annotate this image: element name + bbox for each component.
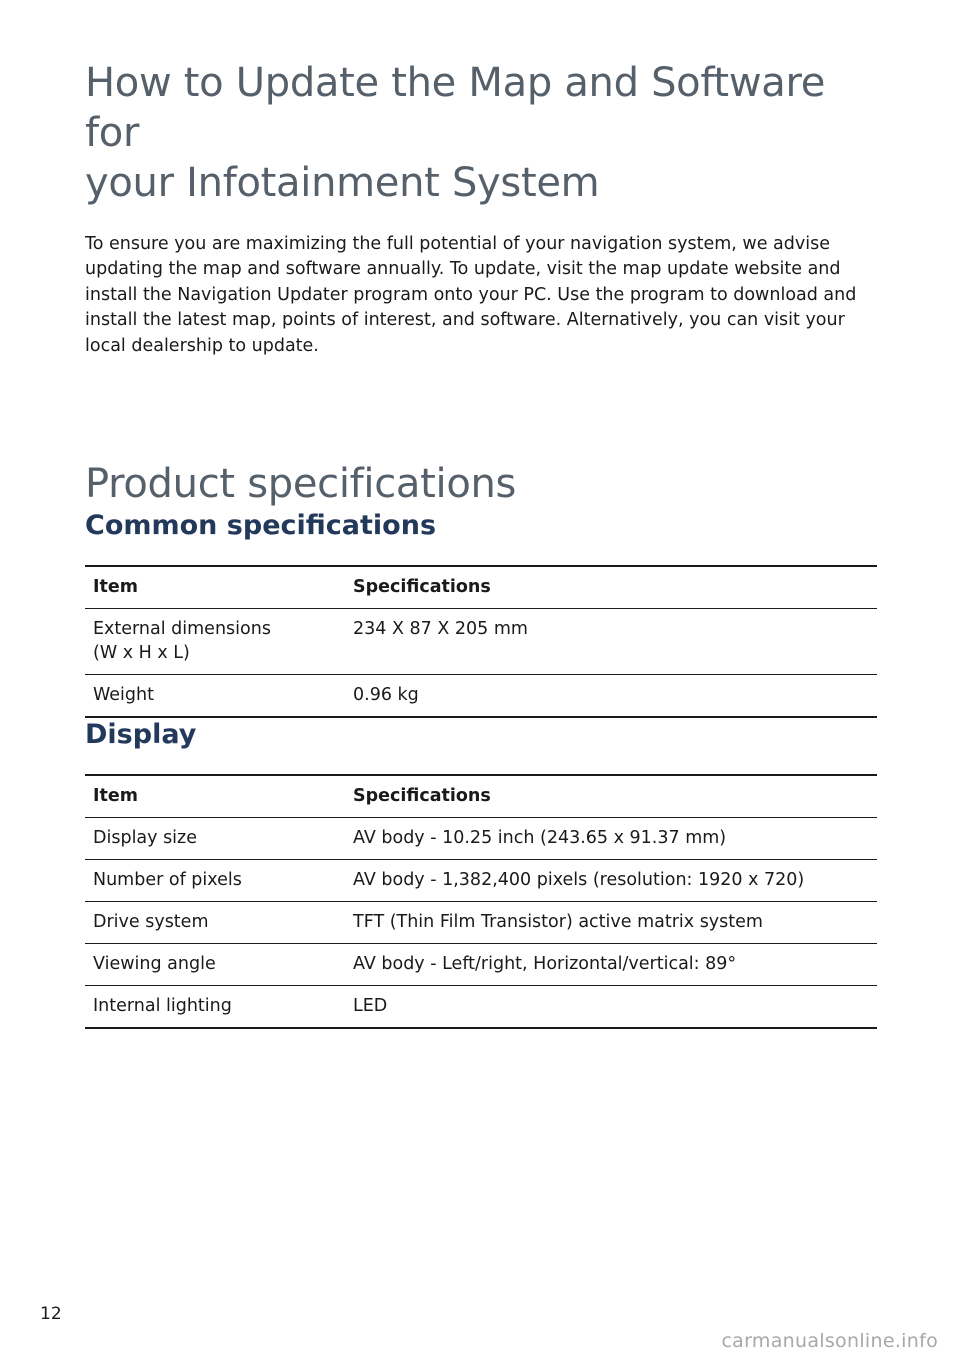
row-item: Display size bbox=[85, 818, 345, 860]
row-spec: AV body - 1,382,400 pixels (resolution: 1920 x 720) bbox=[345, 860, 877, 902]
row-spec: LED bbox=[345, 986, 877, 1029]
item-line-2: (W x H x L) bbox=[93, 643, 190, 664]
common-specifications-table bbox=[85, 565, 877, 718]
row-item: Drive system bbox=[85, 902, 345, 944]
header-item: Item bbox=[93, 786, 138, 807]
table-header-row bbox=[85, 775, 877, 818]
header-specifications: Specifications bbox=[353, 786, 491, 807]
table-row bbox=[85, 818, 877, 860]
row-spec: TFT (Thin Film Transistor) active matrix system bbox=[345, 902, 877, 944]
row-spec: AV body - Left/right, Horizontal/vertical: 89° bbox=[345, 944, 877, 986]
update-section-title bbox=[85, 58, 877, 208]
table-row bbox=[85, 609, 877, 675]
table-row bbox=[85, 944, 877, 986]
common-specifications-title: Common specifications bbox=[85, 510, 437, 542]
update-paragraph: To ensure you are maximizing the full potential of your navigation system, we advise updating the map and software annually. To update, visit the map update website and install the Navigation Updater program onto your PC. Use the program to download and install the latest map, points of interest, and software. Alternatively, you can visit your local dealership to update. bbox=[85, 234, 857, 356]
row-item: Viewing angle bbox=[85, 944, 345, 986]
table-row bbox=[85, 860, 877, 902]
watermark: carmanualsonline.info bbox=[721, 1330, 938, 1352]
row-item: Number of pixels bbox=[85, 860, 345, 902]
header-item: Item bbox=[93, 577, 138, 598]
row-item: Weight bbox=[85, 675, 345, 718]
title-line-2: your Infotainment System bbox=[85, 160, 600, 206]
page-number: 12 bbox=[40, 1304, 62, 1324]
row-item bbox=[85, 609, 345, 675]
page-content bbox=[85, 58, 877, 1029]
item-line-1: External dimensions bbox=[93, 619, 271, 640]
table-row bbox=[85, 986, 877, 1029]
display-title: Display bbox=[85, 719, 197, 751]
row-spec: 234 X 87 X 205 mm bbox=[345, 609, 877, 675]
row-item: Internal lighting bbox=[85, 986, 345, 1029]
table-header-row bbox=[85, 566, 877, 609]
table-row bbox=[85, 675, 877, 718]
title-line-1: How to Update the Map and Software for bbox=[85, 60, 826, 156]
display-specifications-table bbox=[85, 774, 877, 1029]
header-specifications: Specifications bbox=[353, 577, 491, 598]
table-row bbox=[85, 902, 877, 944]
row-spec: 0.96 kg bbox=[345, 675, 877, 718]
row-spec: AV body - 10.25 inch (243.65 x 91.37 mm) bbox=[345, 818, 877, 860]
product-specifications-title: Product specifications bbox=[85, 461, 517, 508]
